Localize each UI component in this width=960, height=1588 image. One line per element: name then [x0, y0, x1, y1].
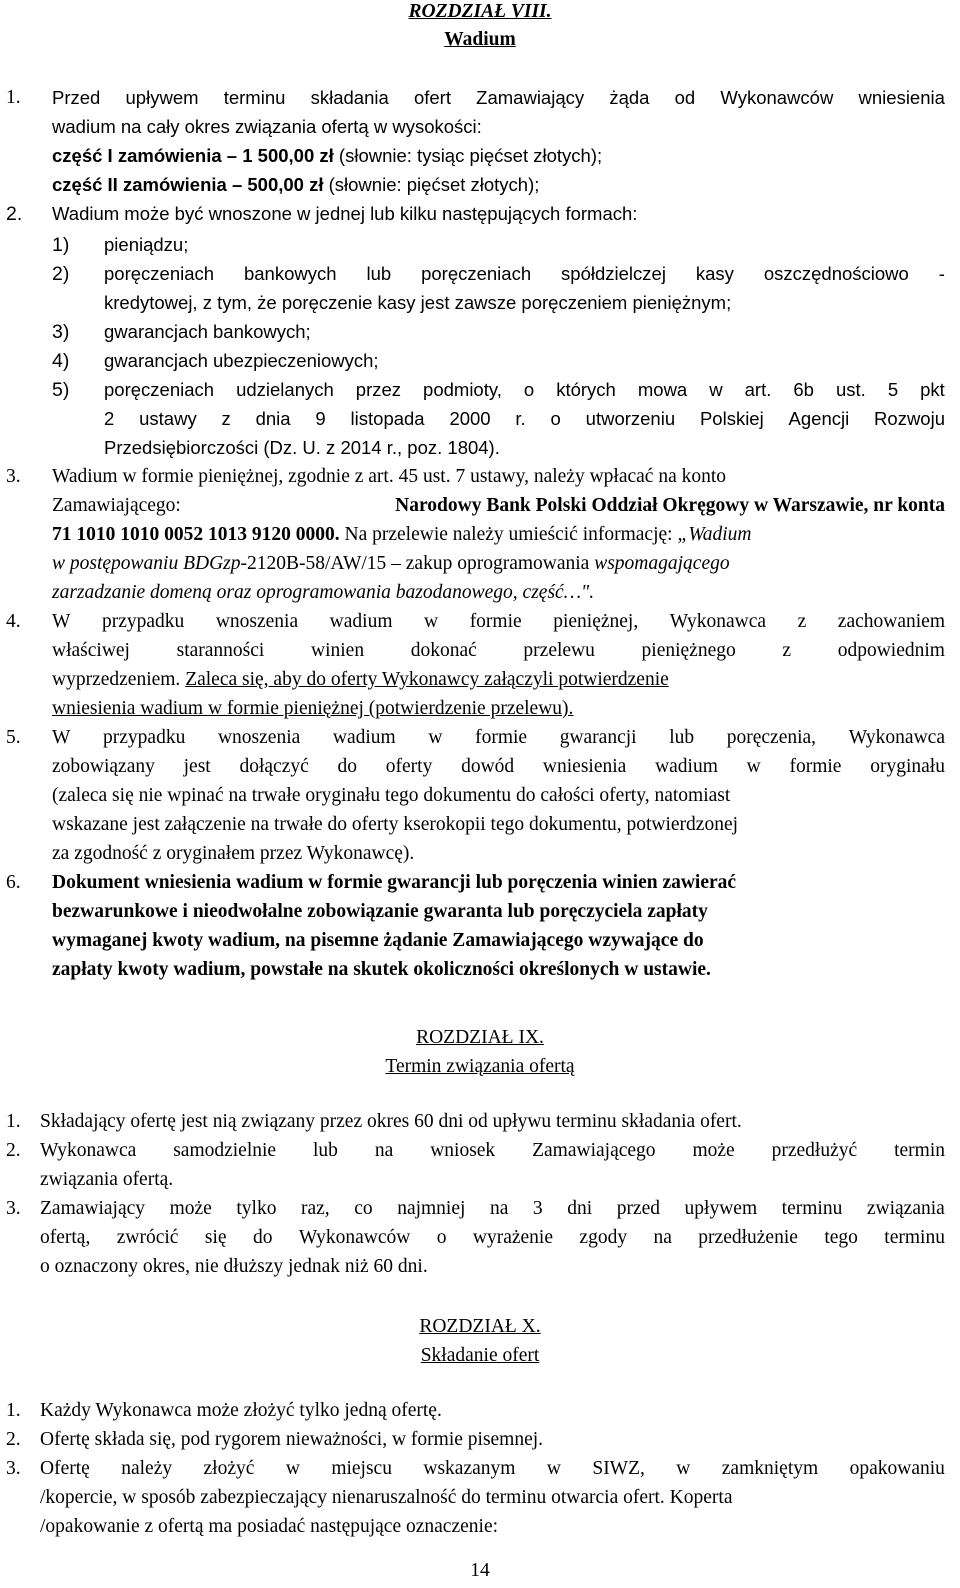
word: poręczeniach [104, 379, 215, 400]
word: Wykonawców [720, 87, 834, 108]
list-item: kredytowej, z tym, że poręczenie kasy jest zawsze poręczeniem pieniężnym; [104, 292, 732, 313]
word: wyrażenie [472, 1227, 554, 1248]
word: dowód [461, 756, 515, 777]
word: 2000 [449, 408, 491, 429]
word: oszczędnościowo [763, 263, 909, 284]
text: część II zamówienia – 500,00 zł [52, 174, 324, 195]
word: wnoszenia [217, 727, 301, 748]
text [52, 610, 945, 634]
word: Rozwoju [874, 408, 945, 429]
text: wyprzedzeniem. [52, 669, 186, 690]
word: żąda [609, 87, 650, 108]
word: o [436, 1227, 447, 1248]
word: udzielanych [236, 379, 334, 400]
text [104, 407, 945, 431]
word: W [52, 611, 71, 632]
word: Polskiej [699, 408, 764, 429]
word: przed [616, 1198, 660, 1219]
word: właściwej [52, 640, 130, 661]
word: ust. [835, 379, 866, 400]
word: formie [789, 756, 842, 777]
paragraph-line [40, 1197, 945, 1221]
word: poręczenia, [726, 727, 817, 748]
word: pieniężnego [641, 640, 736, 661]
paragraph-line [40, 1226, 945, 1250]
text: Zaleca się, aby do oferty Wykonawcy załączyli potwierdzenie [185, 669, 669, 690]
paragraph-line: Ofertę składa się, pod rygorem nieważności, w formie pisemnej. [40, 1429, 544, 1450]
text: 71 1010 1010 0052 1013 9120 0000. [52, 524, 340, 545]
word: spółdzielczej [561, 263, 666, 284]
list-item: gwarancjach bankowych; [104, 321, 311, 342]
word: tego [824, 1227, 858, 1248]
text [40, 1139, 945, 1163]
item-number: 5. [6, 727, 21, 748]
paragraph-line [52, 726, 945, 750]
word: samodzielnie [173, 1140, 277, 1161]
word: raz, [301, 1198, 330, 1219]
item-number: 2) [52, 263, 70, 285]
item-number: 2. [6, 1140, 21, 1161]
word: o [550, 408, 561, 429]
word: kasy [695, 263, 734, 284]
word: r. [515, 408, 526, 429]
word: mowa [637, 379, 688, 400]
word: 2 [104, 408, 115, 429]
word: może [169, 1198, 212, 1219]
paragraph-line [52, 86, 945, 110]
text: „Wadium [677, 524, 752, 545]
list-item [104, 407, 945, 431]
item-number: 4) [52, 350, 70, 372]
word: przypadku [103, 727, 186, 748]
paragraph-line: wniesienia wadium w formie pieniężnej (potwierdzenie przelewu). [52, 698, 574, 719]
word: przelewu [523, 640, 595, 661]
paragraph-line: o oznaczony okres, nie dłuższy jednak niż 60 dni. [40, 1256, 428, 1277]
item-number: 1. [6, 1111, 21, 1132]
word: z [221, 408, 231, 429]
word: wadium [655, 756, 718, 777]
item-number: 1) [52, 234, 70, 256]
word: termin [894, 1140, 945, 1161]
text: Na przelewie należy umieścić informację: [339, 524, 678, 545]
paragraph-line [52, 173, 539, 197]
word: o [523, 379, 535, 400]
list-item: Przedsiębiorczości (Dz. U. z 2014 r., poz. 1804). [104, 437, 500, 458]
word: art. [744, 379, 772, 400]
word: zwrócić [116, 1227, 179, 1248]
word: 3 [532, 1198, 543, 1219]
item-number: 5) [52, 379, 70, 401]
word: w [676, 1458, 691, 1479]
word: formie [469, 611, 522, 632]
word: utworzeniu [585, 408, 676, 429]
word: z [782, 640, 792, 661]
word: co [354, 1198, 373, 1219]
word: bankowych [243, 263, 337, 284]
paragraph-line: za zgodność z oryginałem przez Wykonawcę). [52, 843, 415, 864]
word: może [692, 1140, 735, 1161]
word: terminu [781, 1198, 843, 1219]
word: miejscu [331, 1458, 392, 1479]
word: Przed [52, 87, 101, 108]
paragraph-line: (zaleca się nie wpinać na trwałe oryginału tego dokumentu do całości oferty, natomiast [52, 785, 731, 806]
paragraph-line [52, 668, 669, 692]
text [52, 639, 945, 663]
word: zamkniętym [721, 1458, 819, 1479]
word: poręczeniach [104, 263, 215, 284]
chapter-8-title: Wadium [444, 29, 516, 50]
paragraph-line: Dokument wniesienia wadium w formie gwarancji lub poręczenia winien zawierać [52, 872, 737, 893]
word: formie [475, 727, 528, 748]
word: składania [310, 87, 389, 108]
word: Wykonawców [298, 1227, 411, 1248]
word: listopada [350, 408, 425, 429]
word: 9 [315, 408, 326, 429]
paragraph-line [52, 494, 945, 518]
word: ofert [413, 87, 451, 108]
paragraph-line: Każdy Wykonawca może złożyć tylko jedną ofertę. [40, 1400, 442, 1421]
word: lub [366, 263, 392, 284]
word: Wykonawca [40, 1140, 137, 1161]
word: upływem [125, 87, 199, 108]
word: do [337, 756, 358, 777]
word: przedłużyć [771, 1140, 858, 1161]
word: Wykonawca [669, 611, 767, 632]
word: zgody [579, 1227, 628, 1248]
word: wniosek [430, 1140, 496, 1161]
text: (słownie: pięćset złotych); [323, 174, 540, 195]
paragraph-line: /kopercie, w sposób zabezpieczający nienaruszalność do terminu otwarcia ofert. Koperta [40, 1487, 733, 1508]
text: (słownie: tysiąc pięćset złotych); [333, 145, 603, 166]
paragraph-line: związania ofertą. [40, 1169, 174, 1190]
item-number: 2. [6, 203, 23, 225]
paragraph-line: wadium na cały okres związania ofertą w wysokości: [52, 116, 482, 137]
item-number: 6. [6, 872, 21, 893]
paragraph-line [52, 552, 730, 576]
paragraph-line: Składający ofertę jest nią związany przez okres 60 dni od upływu terminu składania ofert. [40, 1111, 742, 1132]
word: Zamawiający [40, 1198, 146, 1219]
text [52, 86, 945, 110]
word: których [556, 379, 616, 400]
word: terminu [223, 87, 286, 108]
word: pieniężnej, [553, 611, 639, 632]
word: przypadku [101, 611, 185, 632]
text [104, 262, 945, 286]
word: zobowiązany [52, 756, 155, 777]
word: gwarancji [559, 727, 637, 748]
word: Ofertę [40, 1458, 90, 1479]
paragraph-line: zapłaty kwoty wadium, powstałe na skutek okoliczności określonych w ustawie. [52, 959, 711, 980]
paragraph-line [40, 1139, 945, 1163]
list-item: gwarancjach ubezpieczeniowych; [104, 350, 379, 371]
text: Narodowy Bank Polski Oddział Okręgowy w Warszawie, nr konta [395, 495, 945, 516]
word: staranności [176, 640, 265, 661]
word: Zamawiającego [532, 1140, 656, 1161]
paragraph-line: wymaganej kwoty wadium, na pisemne żądanie Zamawiającego wzywające do [52, 930, 704, 951]
word: opakowaniu [849, 1458, 945, 1479]
word: oryginału [870, 756, 945, 777]
word: na [489, 1198, 509, 1219]
word: w [428, 727, 443, 748]
word: od [674, 87, 696, 108]
word: przedłużenie [698, 1227, 798, 1248]
paragraph-line: Wadium może być wnoszone w jednej lub kilku następujących formach: [52, 203, 638, 224]
word: do [252, 1227, 273, 1248]
paragraph-line [52, 610, 945, 634]
word: należy [121, 1458, 173, 1479]
word: związania [866, 1198, 945, 1219]
item-number: 2. [6, 1429, 21, 1450]
word: wniesienia [542, 756, 627, 777]
paragraph-line: /opakowanie z ofertą ma posiadać następujące oznaczenie: [40, 1516, 499, 1537]
word: w [285, 1458, 300, 1479]
text [40, 1197, 945, 1221]
page-number: 14 [470, 1560, 490, 1581]
word: ofertą, [40, 1227, 91, 1248]
text [52, 726, 945, 750]
word: 5 [887, 379, 899, 400]
paragraph-line: zarzadzanie domeną oraz oprogramowania bazodanowego, część…". [52, 582, 595, 603]
word: Zamawiający [476, 87, 585, 108]
paragraph-line [52, 639, 945, 663]
word: się [204, 1227, 227, 1248]
text: -2120B-58/AW/15 – zakup oprogramowania [240, 553, 595, 574]
word: poręczeniach [421, 263, 532, 284]
chapter-9-heading: ROZDZIAŁ IX. [416, 1027, 544, 1048]
paragraph-line: bezwarunkowe i nieodwołalne zobowiązanie gwaranta lub poręczyciela zapłaty [52, 901, 708, 922]
paragraph-line [52, 523, 752, 547]
text [40, 1226, 945, 1250]
word: pkt [920, 379, 945, 400]
word: 6b [793, 379, 814, 400]
text: część I zamówienia – 1 500,00 zł [52, 145, 334, 166]
paragraph-line [52, 144, 602, 168]
list-item: pieniądzu; [104, 234, 189, 255]
word: dołączyć [239, 756, 309, 777]
item-number: 4. [6, 611, 21, 632]
item-number: 3) [52, 321, 70, 343]
list-item [104, 378, 945, 402]
text [52, 755, 945, 779]
word: dnia [255, 408, 291, 429]
word: dokonać [410, 640, 477, 661]
text: w postępowaniu BDGzp [52, 553, 241, 574]
list-item [104, 262, 945, 286]
word: winien [311, 640, 365, 661]
item-number: 3. [6, 466, 21, 487]
word: na [374, 1140, 394, 1161]
word: SIWZ, [592, 1458, 645, 1479]
paragraph-line [40, 1457, 945, 1481]
word: W [52, 727, 71, 748]
word: jest [183, 756, 211, 777]
chapter-8-heading: ROZDZIAŁ VIII. [408, 1, 552, 22]
word: w [424, 611, 439, 632]
word: Agencji [788, 408, 850, 429]
word: upływem [684, 1198, 758, 1219]
word: na [653, 1227, 672, 1248]
word: lub [313, 1140, 338, 1161]
word: lub [669, 727, 695, 748]
item-number: 1. [6, 87, 21, 108]
word: w [746, 756, 761, 777]
word: wniesienia [858, 87, 945, 108]
item-number: 3. [6, 1458, 21, 1479]
text: wspomagającego [594, 553, 730, 574]
word: przez [355, 379, 402, 400]
word: wnoszenia [215, 611, 299, 632]
item-number: 3. [6, 1198, 21, 1219]
word: terminu [884, 1227, 945, 1248]
word: podmioty, [423, 379, 502, 400]
chapter-10-title: Składanie ofert [420, 1345, 540, 1366]
text [104, 378, 945, 402]
item-number: 1. [6, 1400, 21, 1421]
word: - [938, 263, 945, 284]
word: z [797, 611, 807, 632]
word: tylko [236, 1198, 277, 1219]
paragraph-line: wskazane jest załączenie na trwałe do oferty kserokopii tego dokumentu, potwierdzonej [52, 814, 739, 835]
word: wadium [329, 611, 393, 632]
chapter-9-title: Termin związania ofertą [385, 1056, 575, 1077]
word: odpowiednim [837, 640, 945, 661]
text [40, 1457, 945, 1481]
word: dni [567, 1198, 593, 1219]
word: najmniej [397, 1198, 466, 1219]
word: ustawy [139, 408, 197, 429]
word: wadium [332, 727, 396, 748]
word: w [546, 1458, 561, 1479]
word: oferty [385, 756, 433, 777]
paragraph-line: Wadium w formie pieniężnej, zgodnie z art. 45 ust. 7 ustawy, należy wpłacać na konto [52, 466, 727, 487]
word: złożyć [203, 1458, 255, 1479]
text: Zamawiającego: [52, 495, 181, 516]
chapter-10-heading: ROZDZIAŁ X. [419, 1316, 541, 1337]
paragraph-line [52, 755, 945, 779]
word: zachowaniem [837, 611, 945, 632]
word: Wykonawca [848, 727, 945, 748]
word: wskazanym [423, 1458, 516, 1479]
word: w [709, 379, 723, 400]
